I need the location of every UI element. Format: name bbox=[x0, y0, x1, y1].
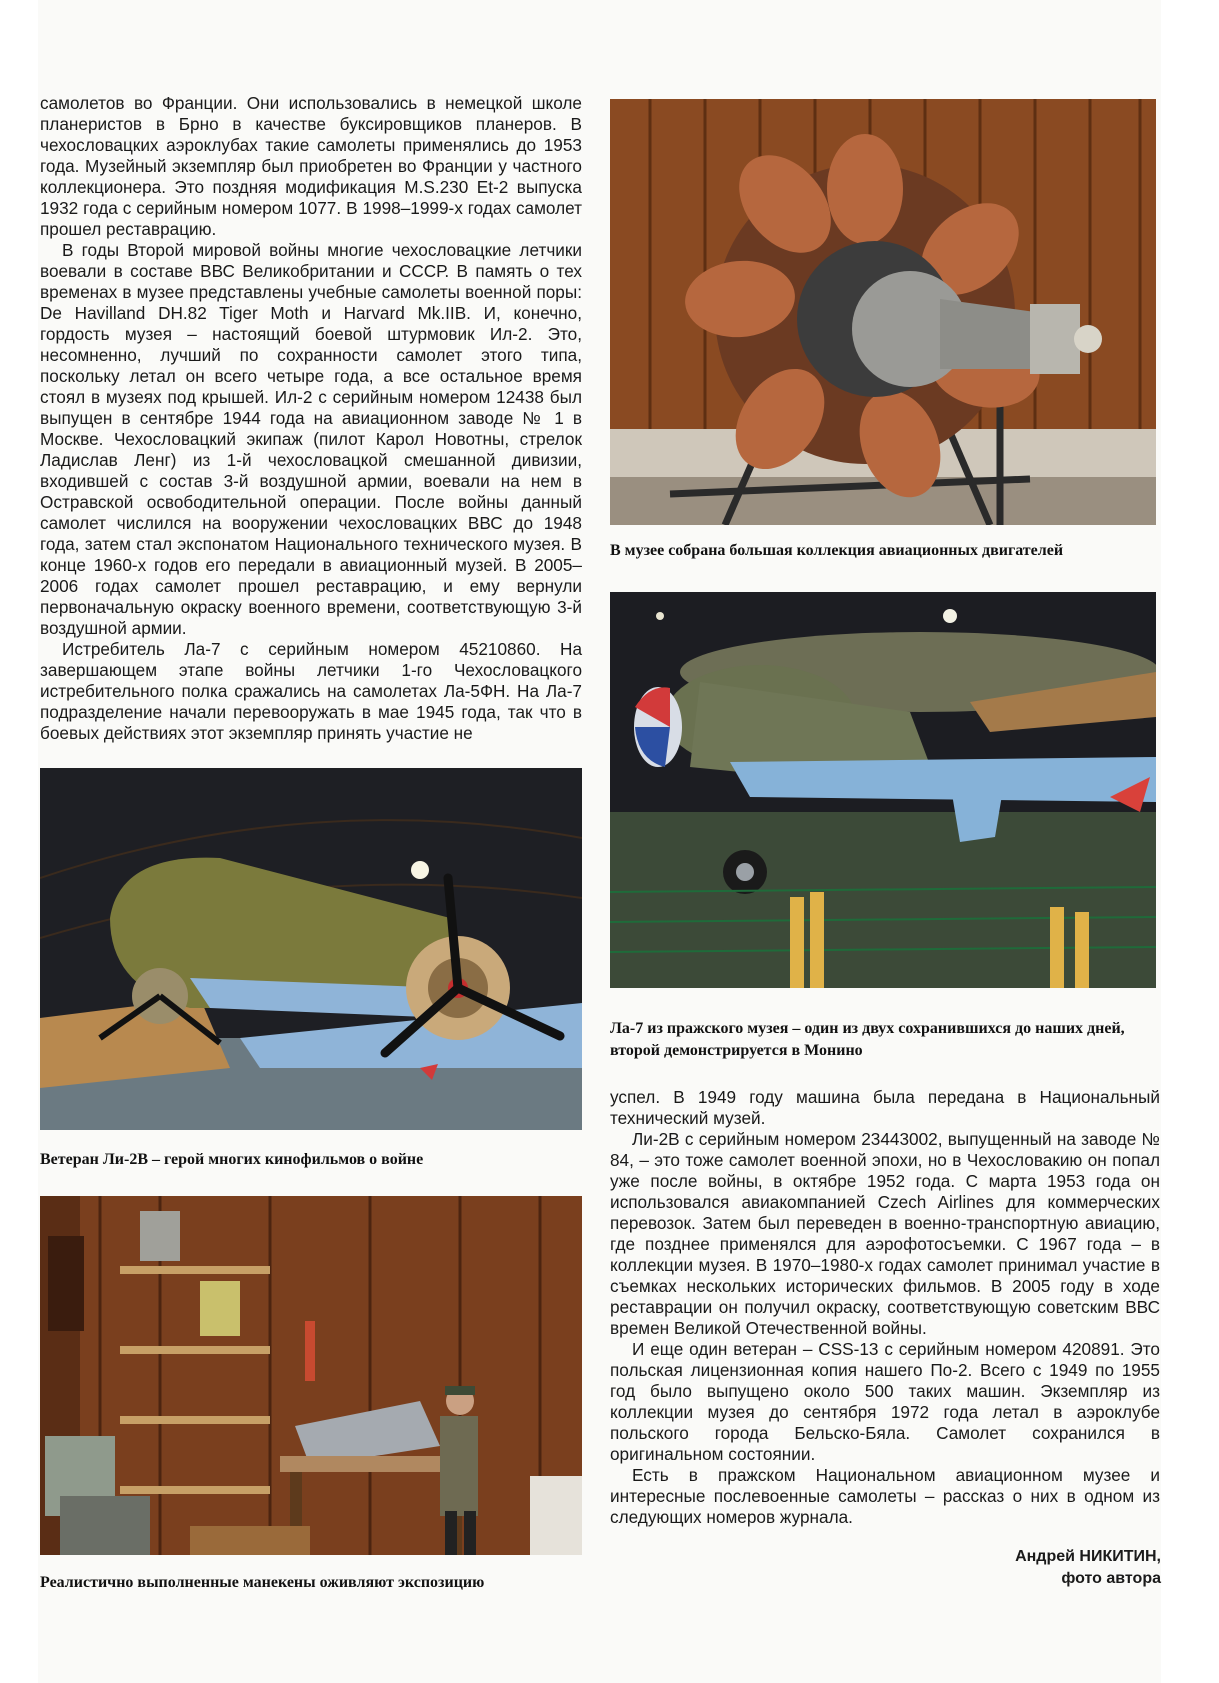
photo-workshop-mannequin bbox=[40, 1196, 582, 1555]
column-1-text bbox=[40, 93, 582, 744]
photo-la7-fighter bbox=[610, 592, 1156, 988]
author-signature bbox=[1015, 1546, 1161, 1590]
col2-paragraph-2: Ли-2В с серийным номером 23443002, выпущенный на заводе № 84, – это тоже самолет военной эпохи, но в Чехословакию он попал уже после войны, в октябре 1952 года. С марта 1953 года он использовался авиакомпанией Czech Airlines для коммерческих перевозок. Затем был переведен в военно-транспортную авиацию, где позднее применялся для аэрофотосъемки. С 1967 года – в коллекции музея. В 1970–1980-х годах самолет принимал участие в съемках нескольких исторических фильмов. В 2005 году в ходе реставрации он получил окраску, соответствующую советским ВВС времен Великой Отечественной войны. bbox=[610, 1129, 1160, 1338]
author-name: Андрей НИКИТИН, bbox=[1015, 1548, 1161, 1565]
col2-paragraph-4: Есть в пражском Национальном авиационном музее и интересные послевоенные самолеты – рассказ о них в одном из следующих номеров журнала. bbox=[610, 1465, 1160, 1527]
photo-li2-transport bbox=[40, 768, 582, 1130]
col1-paragraph-1: самолетов во Франции. Они использовались в немецкой школе планеристов в Брно в качестве буксировщиков планеров. В чехословацких аэроклубах такие самолеты применялись до 1953 года. Музейный экземпляр был приобретен во Франции у частного коллекционера. Это поздняя модификация M.S.230 Et-2 выпуска 1932 года с серийным номером 1077. В 1998–1999-х годах самолет прошел реставрацию. bbox=[40, 93, 582, 239]
caption-li2: Ветеран Ли-2В – герой многих кинофильмов о войне bbox=[40, 1151, 424, 1168]
photo-credit: фото автора bbox=[1061, 1570, 1161, 1587]
caption-mannequins: Реалистично выполненные манекены оживляют экспозицию bbox=[40, 1574, 485, 1591]
column-2-text bbox=[610, 1087, 1160, 1528]
col2-paragraph-1: успел. В 1949 году машина была передана в Национальный технический музей. bbox=[610, 1087, 1160, 1128]
page-left-margin bbox=[0, 0, 38, 1683]
col1-paragraph-3: Истребитель Ла-7 с серийным номером 45210860. На завершающем этапе войны летчики 1-го Чехословацкого истребительного полка сражались на самолетах Ла-5ФН. На Ла-7 подразделение начали перевооружать в мае 1945 года, так что в боевых действиях этот экземпляр принять участие не bbox=[40, 639, 582, 743]
col1-paragraph-2: В годы Второй мировой войны многие чехословацкие летчики воевали в составе ВВС Великобритании и СССР. В память о тех временах в музее представлены учебные самолеты военной поры: De Havilland DH.82 Tiger Moth и Harvard Mk.IIB. И, конечно, гордость музея – настоящий боевой штурмовик Ил-2. Это, несомненно, лучший по сохранности самолет этого типа, поскольку летал он всего четыре года, а все остальное время стоял в музеях под крышей. Ил-2 с серийным номером 12438 был выпущен в сентябре 1944 года на авиационном заводе № 1 в Москве. Чехословацкий экипаж (пилот Карол Новотны, стрелок Ладислав Ленг) из 1-й чехословацкой смешанной дивизии, входившей с состав 3-й воздушной армии, воевали на нем в Остравской освободительной операции. После войны данный самолет числился на вооружении чехословацких ВВС до 1948 года, затем стал экспонатом Национального технического музея. В конце 1960-х годов его передали в авиационный музей. В 2005–2006 годах самолет прошел реставрацию, и ему вернули первоначальную окраску военного времени, соответствующую 3-й воздушной армии. bbox=[40, 240, 582, 638]
caption-la7: Ла-7 из пражского музея – один из двух сохранившихся до наших дней, второй демонстрируется в Монино bbox=[610, 1020, 1125, 1059]
caption-engines: В музее собрана большая коллекция авиационных двигателей bbox=[610, 542, 1064, 559]
col2-paragraph-3: И еще один ветеран – CSS-13 с серийным номером 420891. Это польская лицензионная копия нашего По-2. Всего с 1949 по 1955 год было выпущено около 500 таких машин. Экземпляр из коллекции музея до сентября 1972 года летал в аэроклубе польского города Бельско-Бяла. Самолет сохранился в оригинальном состоянии. bbox=[610, 1339, 1160, 1464]
photo-radial-engine bbox=[610, 99, 1156, 525]
